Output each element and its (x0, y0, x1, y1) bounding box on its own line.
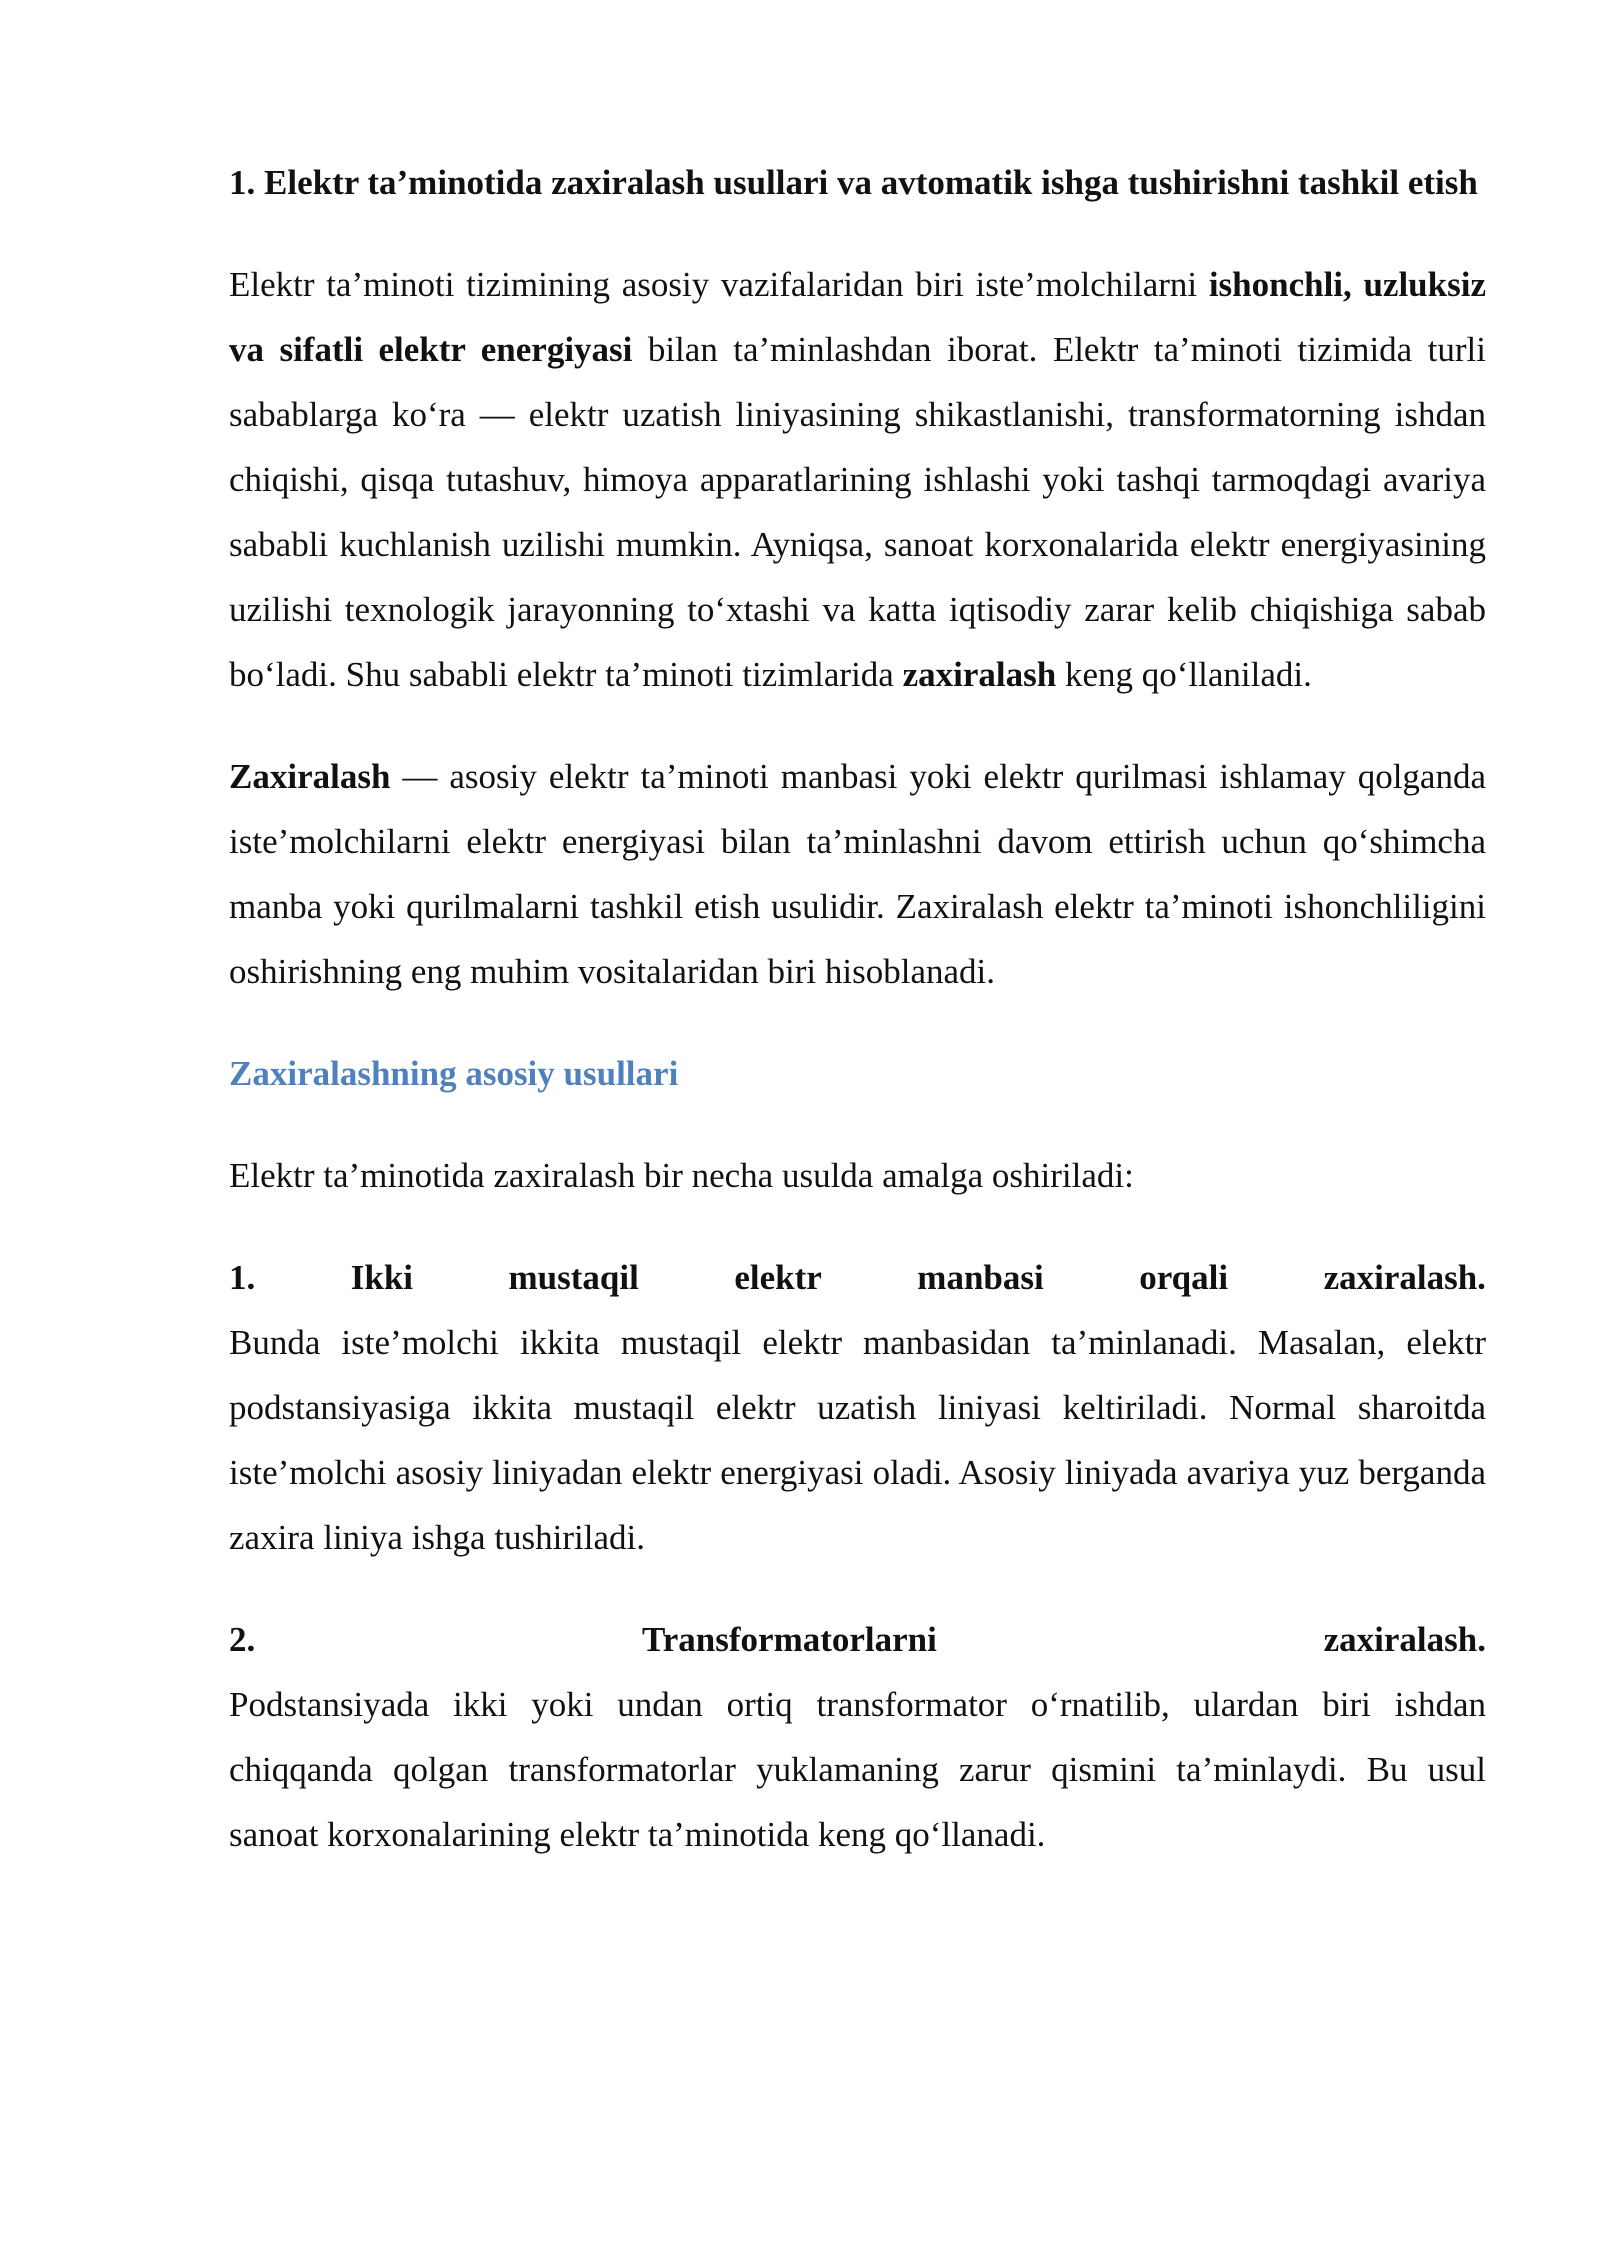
paragraph-intro-reliability (229, 252, 1486, 707)
para2-text-1: — asosiy elektr ta’minoti manbasi yoki elektr qurilmasi ishlamay qolganda iste’molchilarni elektr energiyasi bilan ta’minlashni davom ettirish uchun qo‘shimcha manba yoki qurilmalarni tashkil etish usulidir. Zaxiralash elektr ta’minoti ishonchliligini oshirishning eng muhim vositalaridan biri hisoblanadi. (229, 757, 1486, 991)
para1-bold-2: zaxiralash (902, 655, 1057, 694)
list-item-1-body: Bunda iste’molchi ikkita mustaqil elektr manbasidan ta’minlanadi. Masalan, elektr podstansiyasiga ikkita mustaqil elektr uzatish liniyasi keltiriladi. Normal sharoitda iste’molchi asosiy liniyadan elektr energiyasi oladi. Asosiy liniyada avariya yuz berganda zaxira liniya ishga tushiriladi. (229, 1323, 1486, 1557)
paragraph-methods-intro: Elektr ta’minotida zaxiralash bir necha usulda amalga oshiriladi: (229, 1156, 1134, 1195)
para2-bold-1: Zaxiralash (229, 757, 391, 796)
para1-text-2: bilan ta’minlashdan iborat. Elektr ta’minoti tizimida turli sabablarga ko‘ra — elektr uzatish liniyasining shikastlanishi, transformatorning ishdan chiqishi, qisqa tutashuv, himoya apparatlarining ishlashi yoki tashqi tarmoqdagi avariya sababli kuchlanish uzilishi mumkin. Ayniqsa, sanoat korxonalarida elektr energiyasining uzilishi texnologik jarayonning to‘xtashi va katta iqtisodiy zarar kelib chiqishiga sabab bo‘ladi. Shu sababli elektr ta’minoti tizimlarida (229, 330, 1486, 694)
list-item-1-title (229, 1245, 1486, 1310)
list-item-2 (229, 1607, 1486, 1867)
section-heading: 1. Elektr ta’minotida zaxiralash usullari va avtomatik ishga tushirishni tashkil etish (229, 163, 1478, 202)
item1-word: mustaqil (508, 1258, 639, 1297)
list-item-2-title (229, 1607, 1486, 1672)
list-item-2-body: Podstansiyada ikki yoki undan ortiq transformator o‘rnatilib, ulardan biri ishdan chiqqanda qolgan transformatorlar yuklamaning zarur qismini ta’minlaydi. Bu usul sanoat korxonalarining elektr ta’minotida keng qo‘llanadi. (229, 1685, 1486, 1854)
item1-word: 1. (229, 1258, 256, 1297)
item1-word: zaxiralash. (1323, 1258, 1486, 1297)
paragraph-definition (229, 744, 1486, 1004)
document-page (229, 150, 1486, 1867)
item1-word: orqali (1139, 1258, 1229, 1297)
para1-text-3: keng qo‘llaniladi. (1056, 655, 1312, 694)
item1-word: manbasi (917, 1258, 1044, 1297)
subheading-methods: Zaxiralashning asosiy usullari (229, 1054, 679, 1093)
item2-word: zaxiralash. (1323, 1620, 1486, 1659)
item1-word: Ikki (350, 1258, 414, 1297)
item2-word: Transformatorlarni (642, 1620, 937, 1659)
para1-bold-1: ishonchli, uzluksiz va sifatli elektr energiyasi (229, 265, 1486, 369)
list-item-1 (229, 1245, 1486, 1570)
item1-word: elektr (734, 1258, 822, 1297)
item2-word: 2. (229, 1620, 256, 1659)
para1-text-1: Elektr ta’minoti tizimining asosiy vazifalaridan biri iste’molchilarni (229, 265, 1209, 304)
